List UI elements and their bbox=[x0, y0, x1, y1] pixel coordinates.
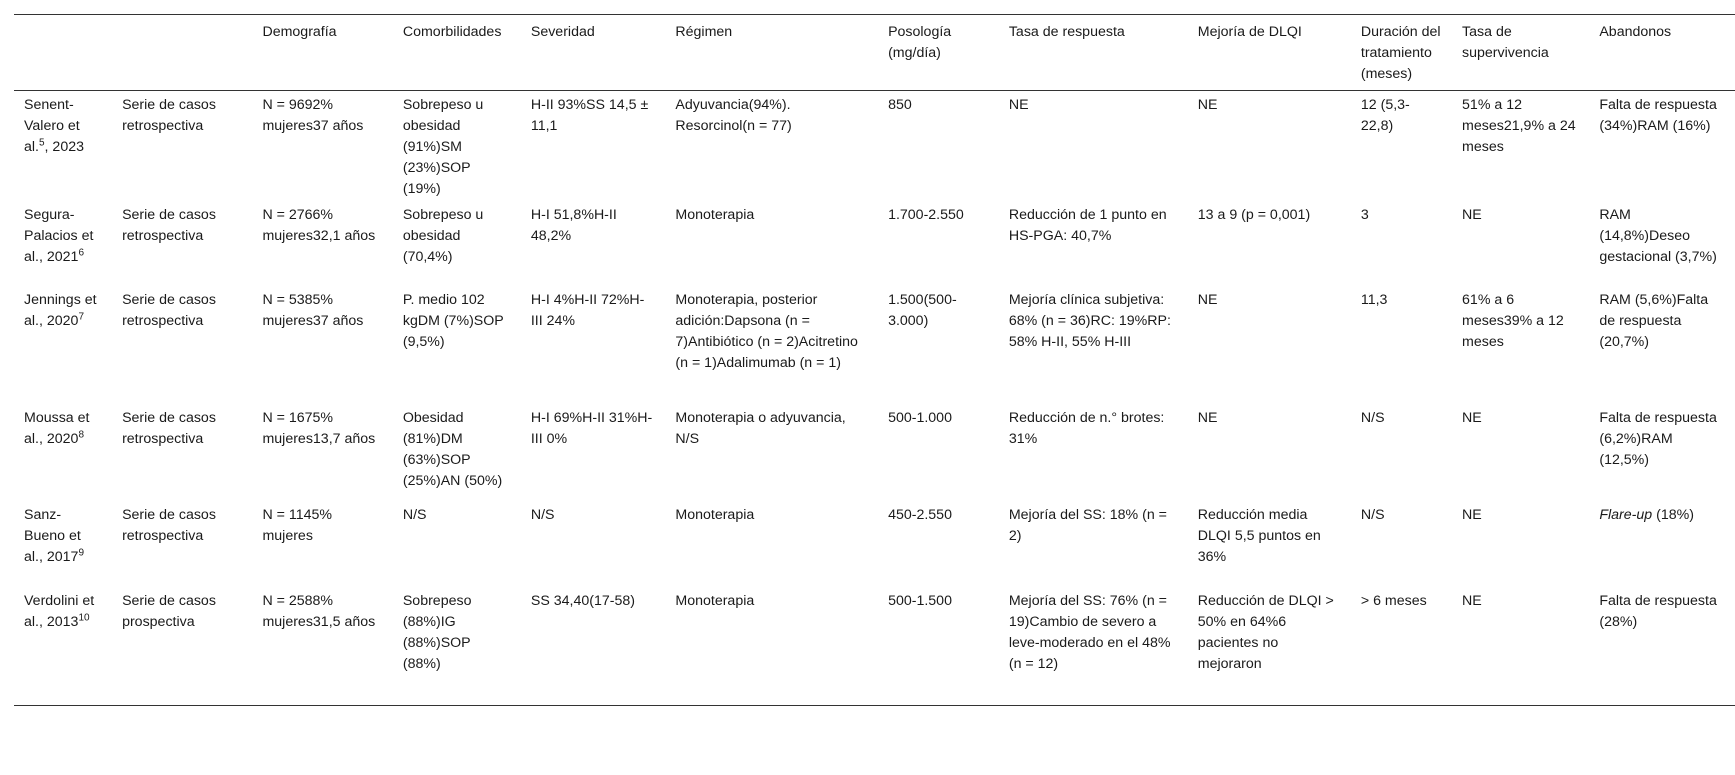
table-row bbox=[14, 286, 1735, 404]
survival-cell: NE bbox=[1462, 410, 1482, 426]
dropouts-cell bbox=[1589, 501, 1735, 587]
severity-cell: H-I 51,8%H-II 48,2% bbox=[530, 207, 617, 244]
header-cell bbox=[112, 15, 252, 91]
survival-cell: 51% a 12 meses21,9% a 24 meses bbox=[1462, 97, 1576, 155]
severity-cell: N/S bbox=[530, 507, 555, 523]
study-year: , 2023 bbox=[44, 139, 84, 155]
regimen-cell: Adyuvancia(94%). Resorcinol(n = 77) bbox=[675, 97, 792, 134]
study-name: Verdolini et al., 2013 bbox=[24, 593, 95, 630]
design-cell: Serie de casos retrospectiva bbox=[122, 292, 216, 329]
table-row bbox=[14, 91, 1735, 202]
study-name: Senent-Valero et al. bbox=[24, 97, 80, 155]
response-cell: Reducción de n.° brotes: 31% bbox=[1008, 410, 1165, 447]
reference-number: 5 bbox=[38, 137, 45, 149]
duration-cell: 3 bbox=[1360, 207, 1369, 223]
study-cell bbox=[14, 286, 112, 404]
design-cell: Serie de casos retrospectiva bbox=[122, 207, 216, 244]
header-comorbidities: Comorbilidades bbox=[402, 24, 502, 40]
reference-number: 9 bbox=[78, 547, 84, 559]
demography-cell: N = 1675% mujeres13,7 años bbox=[262, 410, 376, 447]
comorbidities-cell: P. medio 102 kgDM (7%)SOP (9,5%) bbox=[402, 292, 504, 350]
response-cell: Reducción de 1 punto en HS-PGA: 40,7% bbox=[1008, 207, 1167, 244]
severity-cell: H-I 69%H-II 31%H-III 0% bbox=[530, 410, 653, 447]
flare-up-label: Flare-up bbox=[1599, 507, 1653, 523]
header-severity: Severidad bbox=[530, 24, 595, 40]
duration-cell: N/S bbox=[1360, 507, 1385, 523]
study-cell bbox=[14, 501, 112, 587]
regimen-cell: Monoterapia bbox=[675, 593, 755, 609]
header-row bbox=[14, 15, 1735, 91]
header-cell bbox=[14, 15, 112, 91]
table-row bbox=[14, 201, 1735, 286]
study-cell bbox=[14, 404, 112, 501]
design-cell: Serie de casos retrospectiva bbox=[122, 410, 216, 447]
design-cell: Serie de casos retrospectiva bbox=[122, 507, 216, 544]
regimen-cell: Monoterapia o adyuvancia, N/S bbox=[675, 410, 846, 447]
survival-cell: 61% a 6 meses39% a 12 meses bbox=[1462, 292, 1564, 350]
regimen-cell: Monoterapia bbox=[675, 507, 755, 523]
dlqi-cell: NE bbox=[1197, 97, 1218, 113]
demography-cell: N = 1145% mujeres bbox=[262, 507, 332, 544]
response-cell: NE bbox=[1008, 97, 1029, 113]
header-response: Tasa de respuesta bbox=[1008, 24, 1125, 40]
design-cell: Serie de casos retrospectiva bbox=[122, 97, 216, 134]
reference-number: 6 bbox=[78, 247, 84, 259]
table-row bbox=[14, 587, 1735, 705]
comorbidities-cell: N/S bbox=[402, 507, 427, 523]
study-name: Moussa et al., 2020 bbox=[24, 410, 90, 447]
study-name: Segura-Palacios et al., 2021 bbox=[24, 207, 94, 265]
header-regimen: Régimen bbox=[675, 24, 733, 40]
duration-cell: 12 (5,3-22,8) bbox=[1360, 97, 1410, 134]
study-cell bbox=[14, 587, 112, 705]
study-cell bbox=[14, 201, 112, 286]
response-cell: Mejoría clínica subjetiva: 68% (n = 36)RC: 19%RP: 58% H-II, 55% H-III bbox=[1008, 292, 1171, 350]
survival-cell: NE bbox=[1462, 507, 1482, 523]
demography-cell: N = 2588% mujeres31,5 años bbox=[262, 593, 376, 630]
dose-cell: 850 bbox=[888, 97, 912, 113]
study-name: Sanz-Bueno et al., 2017 bbox=[24, 507, 81, 565]
dlqi-cell: NE bbox=[1197, 292, 1218, 308]
dlqi-cell: NE bbox=[1197, 410, 1218, 426]
response-cell: Mejoría del SS: 18% (n = 2) bbox=[1008, 507, 1167, 544]
duration-cell: 11,3 bbox=[1360, 292, 1388, 308]
header-demography: Demografía bbox=[262, 24, 337, 40]
dose-cell: 450-2.550 bbox=[888, 507, 952, 523]
header-dlqi: Mejoría de DLQI bbox=[1197, 24, 1302, 40]
dropouts-cell: RAM (5,6%)Falta de respuesta (20,7%) bbox=[1599, 292, 1709, 350]
dropouts-cell: Falta de respuesta (28%) bbox=[1599, 593, 1717, 630]
design-cell: Serie de casos prospectiva bbox=[122, 593, 216, 630]
response-cell: Mejoría del SS: 76% (n = 19)Cambio de severo a leve-moderado en el 48% (n = 12) bbox=[1008, 593, 1171, 672]
header-survival: Tasa de supervivencia bbox=[1462, 24, 1549, 61]
comorbidities-cell: Sobrepeso u obesidad (91%)SM (23%)SOP (19%) bbox=[402, 97, 484, 197]
dropouts-value: (18%) bbox=[1652, 507, 1694, 523]
dropouts-cell: RAM (14,8%)Deseo gestacional (3,7%) bbox=[1599, 207, 1717, 265]
comorbidities-cell: Sobrepeso u obesidad (70,4%) bbox=[402, 207, 484, 265]
regimen-cell: Monoterapia bbox=[675, 207, 755, 223]
dose-cell: 500-1.000 bbox=[888, 410, 952, 426]
survival-cell: NE bbox=[1462, 593, 1482, 609]
dose-cell: 1.700-2.550 bbox=[888, 207, 964, 223]
comorbidities-cell: Obesidad (81%)DM (63%)SOP (25%)AN (50%) bbox=[402, 410, 503, 489]
severity-cell: H-I 4%H-II 72%H-III 24% bbox=[530, 292, 645, 329]
study-cell bbox=[14, 91, 112, 202]
dose-cell: 500-1.500 bbox=[888, 593, 952, 609]
survival-cell: NE bbox=[1462, 207, 1482, 223]
demography-cell: N = 9692% mujeres37 años bbox=[262, 97, 364, 134]
results-table bbox=[14, 14, 1735, 706]
header-duration: Duración del tratamiento (meses) bbox=[1360, 24, 1441, 82]
dlqi-cell: 13 a 9 (p = 0,001) bbox=[1197, 207, 1311, 223]
demography-cell: N = 2766% mujeres32,1 años bbox=[262, 207, 376, 244]
severity-cell: H-II 93%SS 14,5 ± 11,1 bbox=[530, 97, 649, 134]
header-dose: Posología (mg/día) bbox=[888, 24, 952, 61]
study-name: Jennings et al., 2020 bbox=[24, 292, 97, 329]
dose-cell: 1.500(500-3.000) bbox=[888, 292, 957, 329]
demography-cell: N = 5385% mujeres37 años bbox=[262, 292, 364, 329]
regimen-cell: Monoterapia, posterior adición:Dapsona (n = 7)Antibiótico (n = 2)Acitretino (n = 1)Adalimumab (n = 1) bbox=[675, 292, 858, 371]
reference-number: 10 bbox=[78, 612, 90, 624]
header-dropouts: Abandonos bbox=[1599, 24, 1672, 40]
table-row bbox=[14, 404, 1735, 501]
duration-cell: N/S bbox=[1360, 410, 1385, 426]
severity-cell: SS 34,40(17-58) bbox=[530, 593, 635, 609]
dropouts-cell: Falta de respuesta (6,2%)RAM (12,5%) bbox=[1599, 410, 1717, 468]
table-row bbox=[14, 501, 1735, 587]
reference-number: 8 bbox=[78, 429, 84, 441]
reference-number: 7 bbox=[78, 311, 84, 323]
duration-cell: > 6 meses bbox=[1360, 593, 1427, 609]
dlqi-cell: Reducción media DLQI 5,5 puntos en 36% bbox=[1197, 507, 1321, 565]
comorbidities-cell: Sobrepeso (88%)IG (88%)SOP (88%) bbox=[402, 593, 472, 672]
dlqi-cell: Reducción de DLQI > 50% en 64%6 pacientes no mejoraron bbox=[1197, 593, 1334, 672]
dropouts-cell: Falta de respuesta (34%)RAM (16%) bbox=[1599, 97, 1717, 134]
